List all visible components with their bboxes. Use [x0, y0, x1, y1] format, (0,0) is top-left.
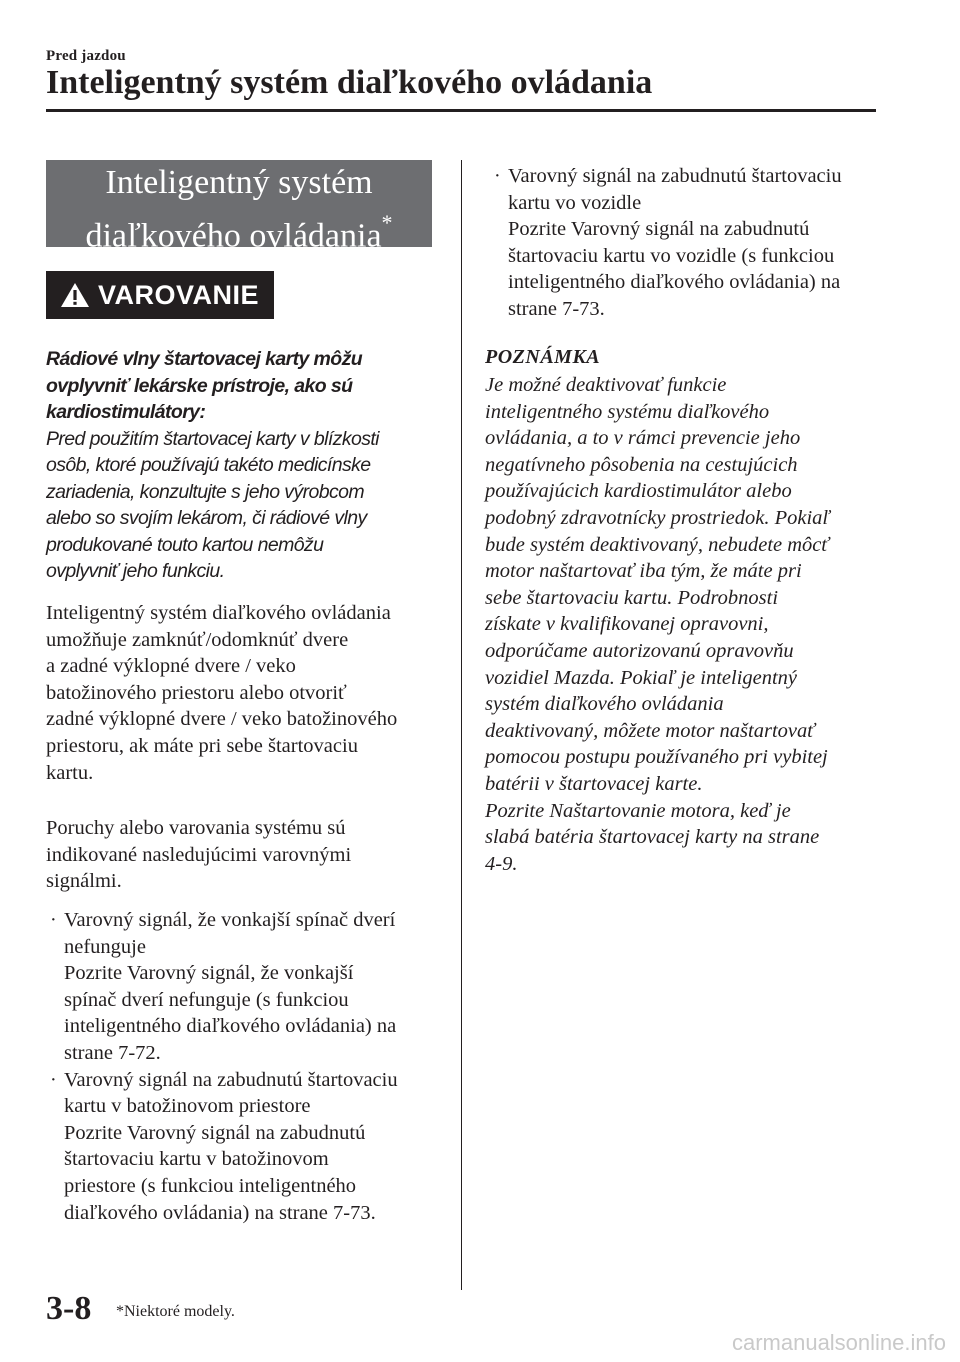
warning-bold-line: ovplyvniť lekárske prístroje, ako sú — [46, 374, 353, 397]
note-line: vozidiel Mazda. Pokiaľ je inteligentný — [485, 666, 798, 689]
note-line: deaktivovaný, môžete motor naštartovať — [485, 719, 815, 742]
breadcrumb: Pred jazdou — [46, 48, 126, 64]
note-line: odporúčame autorizovanú opravovňu — [485, 639, 794, 662]
note-line: pomocou postupu používaného pri vybitej — [485, 746, 828, 769]
note-line: používajúcich kardiostimulátor alebo — [485, 480, 792, 503]
warning-triangle-icon — [60, 282, 90, 308]
section-title-mark: * — [381, 210, 393, 235]
list-item-line: diaľkového ovládania) na strane 7-73. — [64, 1201, 376, 1224]
warning-bold-line: Rádiové vlny štartovacej karty môžu — [46, 348, 363, 370]
intro-line: a zadné výklopné dvere / veko — [46, 655, 296, 678]
section-title-box — [46, 160, 432, 255]
faults-line: signálmi. — [46, 870, 122, 893]
note-text — [485, 372, 905, 877]
list-item-line: štartovaciu kartu vo vozidle (s funkciou — [508, 244, 835, 267]
page-title: Inteligentný systém diaľkového ovládania — [46, 64, 653, 101]
note-line: získate v kvalifikovanej opravovni, — [485, 613, 769, 636]
list-item-line: Pozrite Varovný signál, že vonkajší — [64, 962, 354, 985]
list-item-line: Varovný signál na zabudnutú štartovaciu — [508, 165, 842, 187]
intro-line: priestoru, ak máte pri sebe štartovaciu — [46, 734, 358, 757]
watermark: carmanualsonline.info — [731, 1330, 946, 1355]
list-item-line: Pozrite Varovný signál na zabudnutú — [508, 218, 810, 241]
list-item-line: Varovný signál, že vonkajší spínač dverí — [64, 909, 396, 931]
warning-text-line: Pred použitím štartovacej karty v blízkosti — [46, 427, 379, 450]
warning-badge — [46, 271, 274, 319]
column-divider — [461, 160, 462, 1290]
page-number: 3-8 — [46, 1290, 92, 1327]
section-title-line1: Inteligentný systém — [105, 164, 373, 201]
list-item-line: spínač dverí nefunguje (s funkciou — [64, 988, 349, 1011]
warning-text-line: alebo so svojím lekárom, či rádiové vlny — [46, 507, 367, 529]
list-item-line: nefunguje — [64, 935, 146, 958]
list-item-line: štartovaciu kartu v batožinovom — [64, 1148, 329, 1171]
bullet-icon: · — [494, 165, 501, 187]
note-line: negatívneho pôsobenia na cestujúcich — [485, 453, 798, 476]
note-line: motor naštartovať iba tým, že máte pri — [485, 560, 802, 583]
warning-label: VAROVANIE — [98, 279, 260, 310]
note-line: systém diaľkového ovládania — [485, 693, 724, 716]
note-line: slabá batéria štartovacej karty na strane — [485, 826, 820, 849]
warning-text-line: ovplyvniť jeho funkciu. — [46, 560, 225, 582]
list-item-line: inteligentného diaľkového ovládania) na — [64, 1015, 397, 1038]
faults-paragraph — [46, 815, 446, 895]
list-item-line: Pozrite Varovný signál na zabudnutú — [64, 1121, 366, 1144]
note-line: 4-9. — [485, 852, 518, 875]
intro-paragraph — [46, 600, 446, 786]
list-item — [46, 1067, 446, 1227]
section-title-line2-text: diaľkového ovládania — [85, 217, 382, 255]
section-title-line2 — [46, 205, 432, 258]
list-item-line: inteligentného diaľkového ovládania) na — [508, 271, 841, 294]
faults-line: Poruchy alebo varovania systému sú — [46, 817, 346, 839]
list-item — [46, 907, 446, 1067]
faults-line: indikované nasledujúcimi varovnými — [46, 843, 352, 866]
warning-text-line: osôb, ktoré používajú takéto medicínske — [46, 454, 371, 476]
list-item-line: kartu vo vozidle — [508, 191, 642, 214]
warning-bold-line: kardiostimulátory: — [46, 401, 206, 423]
intro-line: zadné výklopné dvere / veko batožinového — [46, 708, 398, 731]
note-line: sebe štartovaciu kartu. Podrobnosti — [485, 586, 779, 609]
warning-signal-list-right — [490, 163, 890, 323]
note-line: inteligentného systému diaľkového — [485, 400, 770, 423]
intro-line: umožňuje zamknúť/odomknúť dvere — [46, 628, 349, 651]
list-item-line: priestore (s funkciou inteligentného — [64, 1174, 357, 1197]
note-line: ovládania, a to v rámci prevencie jeho — [485, 427, 801, 450]
warning-signal-list-left — [46, 907, 446, 1226]
warning-text-line: zariadenia, konzultujte s jeho výrobcom — [46, 480, 365, 503]
list-item-line: strane 7-73. — [508, 297, 605, 320]
intro-line: Inteligentný systém diaľkového ovládania — [46, 602, 391, 624]
note-line: Je možné deaktivovať funkcie — [485, 374, 727, 396]
bullet-icon: · — [50, 1068, 57, 1091]
note-line: Pozrite Naštartovanie motora, keď je — [485, 799, 791, 822]
heading-rule — [46, 109, 876, 112]
note-title: POZNÁMKA — [485, 346, 601, 368]
list-item-line: Varovný signál na zabudnutú štartovaciu — [64, 1068, 398, 1091]
intro-line: batožinového priestoru alebo otvoriť — [46, 681, 347, 704]
note-line: batérii v štartovacej karte. — [485, 772, 703, 795]
footnote: *Niektoré modely. — [116, 1303, 235, 1320]
list-item — [490, 163, 890, 323]
warning-text-line: produkované touto kartou nemôžu — [46, 533, 324, 556]
list-item-line: strane 7-72. — [64, 1041, 161, 1064]
note-line: bude systém deaktivovaný, nebudete môcť — [485, 533, 829, 556]
bullet-icon: · — [50, 909, 57, 931]
note-line: podobný zdravotnícky prostriedok. Pokiaľ — [485, 506, 830, 529]
list-item-line: kartu v batožinovom priestore — [64, 1095, 311, 1118]
warning-text — [46, 346, 446, 585]
intro-line: kartu. — [46, 761, 94, 784]
